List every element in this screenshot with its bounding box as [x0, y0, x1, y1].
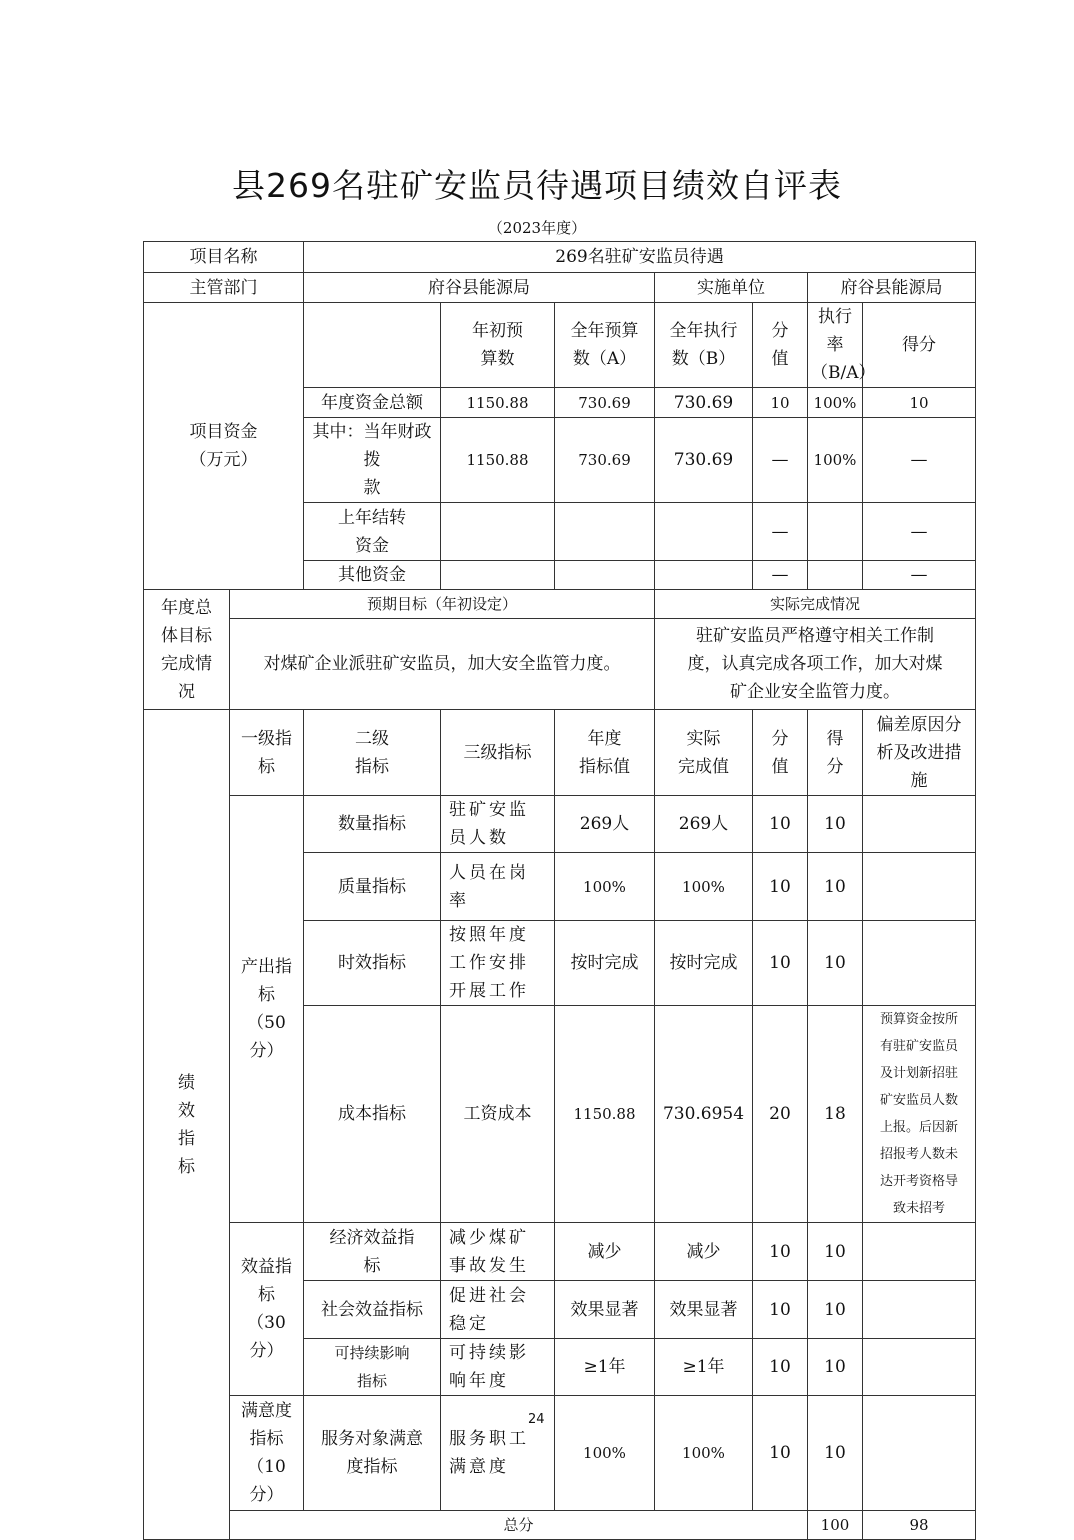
ind-level3: [441, 853, 555, 921]
header-ind-got-1: 得: [826, 728, 844, 749]
ind-score: 10: [753, 1281, 808, 1339]
goal-actual-text: [655, 619, 976, 710]
total-score: 100: [808, 1511, 863, 1540]
header-target-2: 指标值: [579, 756, 630, 777]
funds-label: 项目资金: [189, 422, 258, 442]
funds-other-initial: [441, 561, 555, 590]
header-score-2: 值: [771, 349, 789, 369]
deviation-line: 预算资金按所: [880, 1012, 959, 1027]
header-l2-1: 二级: [355, 728, 389, 749]
label-annual-goal: [144, 590, 230, 710]
ind-got: 10: [808, 1223, 863, 1281]
ind-deviation: [863, 1281, 976, 1339]
funds-other-got: —: [863, 561, 976, 590]
ind-score: 10: [753, 921, 808, 1006]
funds-carry-score: —: [753, 503, 808, 561]
label-expected-goal: 预期目标（年初设定）: [230, 590, 655, 619]
ind-level2-line: 可持续影响: [334, 1344, 410, 1362]
ind-level3-line: 开展工作: [449, 981, 529, 1001]
ind-level2: [304, 1223, 441, 1281]
label-funds: [144, 303, 304, 590]
label-dept: 主管部门: [144, 273, 304, 303]
funds-carry-label-1: 上年结转: [338, 507, 406, 528]
dept-value: 府谷县能源局: [304, 273, 655, 303]
funds-fiscal-label-2: 款: [363, 478, 381, 498]
header-got: 得分: [863, 303, 976, 388]
row-dept: [144, 273, 976, 303]
header-deviation: [863, 710, 976, 796]
group-output-4: 分）: [249, 1041, 284, 1061]
table-row: [144, 1396, 976, 1511]
ind-deviation: [863, 853, 976, 921]
ind-got: 10: [808, 1396, 863, 1511]
header-l2-2: 指标: [355, 756, 389, 777]
header-actual-1: 实际: [686, 728, 721, 749]
header-rate-2: （B/A）: [811, 363, 876, 383]
group-satisfaction: [230, 1396, 304, 1511]
ind-level2: 社会效益指标: [304, 1281, 441, 1339]
funds-fiscal-got: —: [863, 418, 976, 503]
ind-target: 269人: [555, 796, 655, 853]
group-satisfaction-2: 指标: [249, 1429, 284, 1449]
ind-level2: [304, 1396, 441, 1511]
ind-actual: 效果显著: [655, 1281, 753, 1339]
ind-level3: 工资成本: [441, 1006, 555, 1223]
ind-target: 1150.88: [555, 1006, 655, 1223]
deviation-line: 上报。后因新: [880, 1120, 959, 1135]
group-benefit-3: （30: [247, 1313, 286, 1333]
group-benefit-4: 分）: [249, 1341, 284, 1361]
header-ind-score-1: 分: [771, 728, 789, 749]
header-level2: [304, 710, 441, 796]
header-level3: 三级指标: [441, 710, 555, 796]
table-row: [144, 796, 976, 853]
ind-level2-line: 标: [363, 1255, 381, 1276]
header-initial-budget: [441, 303, 555, 388]
label-impl-unit: 实施单位: [655, 273, 808, 303]
ind-target: 100%: [555, 1396, 655, 1511]
table-row: [144, 1223, 976, 1281]
funds-total-got: 10: [863, 388, 976, 418]
header-score-1: 分: [771, 321, 789, 341]
header-score: [753, 303, 808, 388]
group-benefit-1: 效益指: [241, 1257, 292, 1277]
deviation-line: 矿安监员人数: [880, 1093, 959, 1108]
ind-level3-line: 减少煤矿: [449, 1227, 529, 1248]
header-exec-1: 全年执行: [669, 321, 738, 341]
ind-score: 10: [753, 1339, 808, 1396]
performance-table: [143, 241, 976, 1540]
funds-fiscal-initial: 1150.88: [441, 418, 555, 503]
ind-level2: 时效指标: [304, 921, 441, 1006]
header-ind-score-2: 值: [771, 756, 789, 777]
total-got: 98: [863, 1511, 976, 1540]
funds-other-exec: [655, 561, 753, 590]
annual-goal-line-3: 完成情: [161, 653, 212, 674]
ind-deviation: [863, 921, 976, 1006]
ind-level3-line: 满意度: [449, 1457, 509, 1477]
ind-level2-line: 度指标: [346, 1457, 398, 1477]
ind-level3-line: 工作安排: [449, 953, 529, 973]
header-full-budget: [555, 303, 655, 388]
ind-got: 10: [808, 1339, 863, 1396]
ind-actual: 减少: [655, 1223, 753, 1281]
funds-unit-label: （万元）: [189, 450, 258, 470]
group-output: [230, 796, 304, 1223]
label-actual-completion: 实际完成情况: [655, 590, 976, 619]
ind-target: 按时完成: [555, 921, 655, 1006]
ind-level2: 成本指标: [304, 1006, 441, 1223]
annual-goal-line-2: 体目标: [161, 625, 212, 646]
group-satisfaction-1: 满意度: [241, 1401, 292, 1421]
funds-carry-exec: [655, 503, 753, 561]
page-number: 24: [528, 1412, 545, 1427]
ind-level3-line: 稳定: [449, 1313, 489, 1334]
ind-target: 减少: [555, 1223, 655, 1281]
funds-fiscal-score: —: [753, 418, 808, 503]
ind-level2-line: 指标: [356, 1372, 387, 1390]
funds-other-full: [555, 561, 655, 590]
row-funds-header: [144, 303, 976, 388]
funds-other-score: —: [753, 561, 808, 590]
ind-actual: 100%: [655, 1396, 753, 1511]
header-rate-1: 执行率: [818, 307, 852, 355]
header-dev-1: 偏差原因分: [876, 714, 962, 735]
year-subtitle: （2023年度）: [487, 219, 587, 237]
row-indicator-header: [144, 710, 976, 796]
funds-header-blank: [304, 303, 441, 388]
ind-target: 效果显著: [555, 1281, 655, 1339]
ind-target: ≥1年: [555, 1339, 655, 1396]
funds-total-score: 10: [753, 388, 808, 418]
perf-line-4: 标: [178, 1156, 195, 1177]
header-target-1: 年度: [587, 728, 622, 749]
ind-actual: 100%: [655, 853, 753, 921]
funds-total-exec: 730.69: [655, 388, 753, 418]
funds-total-initial: 1150.88: [441, 388, 555, 418]
ind-score: 10: [753, 1223, 808, 1281]
funds-carry-label: [304, 503, 441, 561]
header-actual: [655, 710, 753, 796]
ind-level3-line: 员人数: [449, 828, 509, 848]
deviation-line: 有驻矿安监员: [880, 1039, 959, 1054]
ind-actual: ≥1年: [655, 1339, 753, 1396]
ind-actual: 269人: [655, 796, 753, 853]
ind-got: 10: [808, 1281, 863, 1339]
ind-score: 10: [753, 796, 808, 853]
deviation-line: 致未招考: [893, 1201, 946, 1216]
group-satisfaction-3: （10: [247, 1457, 286, 1477]
ind-level3-line: 按照年度: [449, 925, 529, 945]
funds-total-full: 730.69: [555, 388, 655, 418]
header-ind-got-2: 分: [826, 756, 844, 777]
ind-level3: [441, 796, 555, 853]
funds-total-rate: 100%: [808, 388, 863, 418]
perf-line-1: 绩: [178, 1072, 195, 1093]
ind-got: 10: [808, 853, 863, 921]
deviation-line: 招报考人数未: [880, 1147, 959, 1162]
header-exec: [655, 303, 753, 388]
row-project-name: [144, 242, 976, 273]
page-title: 县269名驻矿安监员待遇项目绩效自评表: [232, 166, 842, 205]
project-name-value: 269名驻矿安监员待遇: [304, 242, 976, 273]
header-ind-score: [753, 710, 808, 796]
header-initial-2: 算数: [480, 349, 515, 369]
ind-level2-line: 服务对象满意: [321, 1429, 423, 1449]
header-ind-got: [808, 710, 863, 796]
impl-unit-value: 府谷县能源局: [808, 273, 976, 303]
ind-got: 18: [808, 1006, 863, 1223]
deviation-line: 达开考资格导: [880, 1174, 959, 1189]
label-performance: [144, 710, 230, 1540]
funds-carry-initial: [441, 503, 555, 561]
funds-fiscal-label-1: 其中：当年财政拨: [312, 422, 432, 470]
ind-score: 20: [753, 1006, 808, 1223]
ind-level3: [441, 1339, 555, 1396]
label-total: 总分: [230, 1511, 808, 1540]
ind-deviation: [863, 1223, 976, 1281]
perf-line-3: 指: [178, 1128, 195, 1149]
ind-level3-line: 事故发生: [449, 1255, 529, 1276]
annual-goal-line-4: 况: [178, 681, 195, 702]
header-target: [555, 710, 655, 796]
funds-fiscal-label: [304, 418, 441, 503]
funds-total-label: 年度资金总额: [304, 388, 441, 418]
ind-score: 10: [753, 1396, 808, 1511]
header-dev-2: 析及改进措: [876, 742, 962, 763]
funds-other-rate: [808, 561, 863, 590]
goal-actual-line-2: 度，认真完成各项工作，加大对煤: [687, 654, 943, 674]
ind-level3: [441, 1223, 555, 1281]
ind-level3-line: 服务职工: [449, 1429, 529, 1449]
header-initial-1: 年初预: [472, 321, 523, 341]
ind-actual: 按时完成: [655, 921, 753, 1006]
ind-level3-line: 可持续影: [449, 1343, 529, 1363]
ind-level3: [441, 1281, 555, 1339]
group-benefit-2: 标: [258, 1285, 275, 1305]
ind-level3-line: 响年度: [449, 1371, 509, 1391]
header-exec-2: 数（B）: [671, 349, 736, 369]
ind-level3-line: 驻矿安监: [449, 800, 529, 820]
header-full-2: 数（A）: [572, 349, 637, 369]
header-full-1: 全年预算: [570, 321, 639, 341]
goal-actual-line-1: 驻矿安监员严格遵守相关工作制: [696, 626, 934, 646]
group-output-1: 产出指: [241, 957, 292, 977]
ind-level2-line: 经济效益指: [329, 1227, 415, 1248]
ind-level3-line: 率: [449, 890, 469, 911]
ind-score: 10: [753, 853, 808, 921]
row-goal-content: [144, 619, 976, 710]
header-l1-1: 一级指: [241, 728, 292, 749]
ind-deviation: [863, 1006, 976, 1223]
ind-level2: [304, 1339, 441, 1396]
ind-target: 100%: [555, 853, 655, 921]
goal-expected-text: 对煤矿企业派驻矿安监员，加大安全监管力度。: [230, 619, 655, 710]
row-goal-header: [144, 590, 976, 619]
funds-carry-label-2: 资金: [355, 535, 389, 556]
ind-level2: 数量指标: [304, 796, 441, 853]
funds-carry-got: —: [863, 503, 976, 561]
funds-fiscal-rate: 100%: [808, 418, 863, 503]
goal-actual-line-3: 矿企业安全监管力度。: [730, 682, 900, 702]
annual-goal-line-1: 年度总: [161, 597, 212, 618]
label-project-name: 项目名称: [144, 242, 304, 273]
funds-carry-full: [555, 503, 655, 561]
group-benefit: [230, 1223, 304, 1396]
funds-fiscal-exec: 730.69: [655, 418, 753, 503]
ind-level3-line: 人员在岗: [449, 862, 529, 883]
group-output-3: （50: [247, 1013, 286, 1033]
header-dev-3: 施: [910, 770, 928, 791]
header-l1-2: 标: [258, 756, 275, 777]
ind-got: 10: [808, 921, 863, 1006]
funds-fiscal-full: 730.69: [555, 418, 655, 503]
header-rate: [808, 303, 876, 388]
ind-got: 10: [808, 796, 863, 853]
row-total: [144, 1511, 976, 1540]
ind-actual: 730.6954: [655, 1006, 753, 1223]
ind-level3: [441, 921, 555, 1006]
ind-deviation: [863, 1396, 976, 1511]
ind-deviation: [863, 796, 976, 853]
group-output-2: 标: [258, 985, 275, 1005]
ind-level2: 质量指标: [304, 853, 441, 921]
group-satisfaction-4: 分）: [249, 1485, 284, 1505]
deviation-line: 及计划新招驻: [880, 1066, 959, 1081]
perf-line-2: 效: [178, 1100, 195, 1121]
funds-carry-rate: [808, 503, 863, 561]
header-level1: [230, 710, 304, 796]
header-actual-2: 完成值: [678, 756, 729, 777]
ind-deviation: [863, 1339, 976, 1396]
ind-level3-line: 促进社会: [449, 1285, 529, 1306]
funds-other-label: 其他资金: [304, 561, 441, 590]
